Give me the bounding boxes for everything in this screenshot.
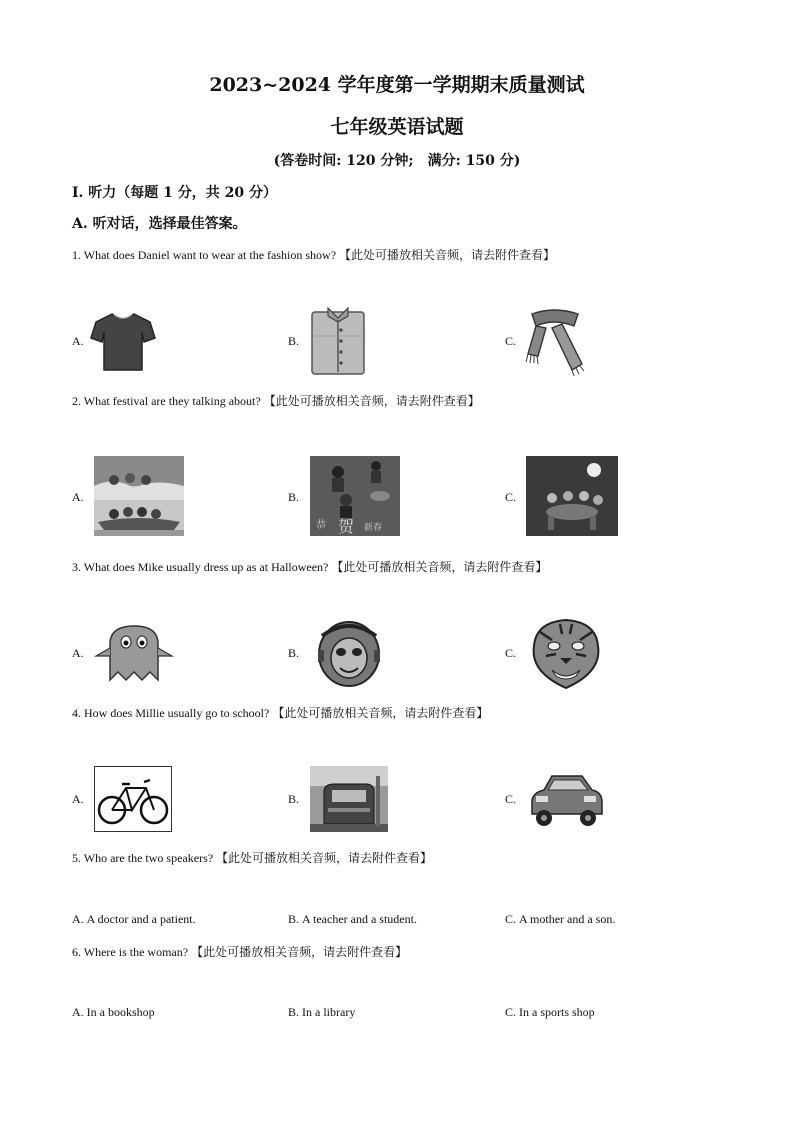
q5-option-c — [505, 912, 615, 927]
q1-option-a-label: A. — [72, 334, 84, 348]
shirt-icon — [308, 306, 368, 376]
dragon-boat-festival-picture — [94, 456, 184, 536]
q6-option-b-text: In a library — [302, 1005, 356, 1019]
svg-text:恭: 恭 — [316, 520, 326, 531]
ghost-icon — [94, 622, 174, 686]
q6-option-c-text: In a sports shop — [519, 1005, 595, 1019]
q6-option-a-label: A. — [72, 1005, 84, 1019]
scarf-icon — [522, 306, 588, 376]
q3-option-c-label: C. — [505, 646, 517, 660]
monkey-mask-icon — [314, 616, 384, 688]
q6-option-c-label: C. — [505, 1005, 517, 1019]
exam-subtitle: 七年级英语试题 — [330, 116, 464, 138]
exam-title: 2023~2024 学年度第一学期期末质量测试 — [209, 74, 585, 96]
svg-text:新春: 新春 — [364, 523, 383, 533]
question-1: 1. What does Daniel want to wear at the fashion show? 【此处可播放相关音频，请去附件查看】 — [72, 248, 556, 262]
section-heading: Ⅰ. 听力（每题 1 分，共 20 分） — [72, 185, 278, 201]
question-2: 2. What festival are they talking about? 【此处可播放相关音频，请去附件查看】 — [72, 394, 480, 408]
q4-option-c-label: C. — [505, 792, 517, 806]
q1-option-b-label: B. — [288, 334, 300, 348]
q3-option-a-label: A. — [72, 646, 84, 660]
t-shirt-icon — [90, 310, 156, 372]
q5-option-a-text: A doctor and a patient. — [86, 912, 196, 926]
q2-option-c-label: C. — [505, 490, 517, 504]
question-3: 3. What does Mike usually dress up as at Halloween? 【此处可播放相关音频，请去附件查看】 — [72, 560, 548, 574]
q5-option-c-label: C. — [505, 912, 517, 926]
question-5: 5. Who are the two speakers? 【此处可播放相关音频，请去附件查看】 — [72, 851, 433, 865]
q2-option-b-label: B. — [288, 490, 300, 504]
q6-option-a — [72, 1005, 155, 1020]
question-6: 6. Where is the woman? 【此处可播放相关音频，请去附件查看】 — [72, 945, 408, 959]
q6-option-b — [288, 1005, 355, 1020]
q6-option-c — [505, 1005, 595, 1020]
spring-festival-picture — [310, 456, 400, 536]
q6-option-b-label: B. — [288, 1005, 300, 1019]
q2-option-a-label: A. — [72, 490, 84, 504]
tiger-mask-icon — [526, 616, 606, 690]
question-4: 4. How does Millie usually go to school? 【此处可播放相关音频，请去附件查看】 — [72, 706, 489, 720]
q5-option-b — [288, 912, 417, 927]
part-a-heading: A. 听对话，选择最佳答案。 — [72, 216, 247, 232]
car-icon — [526, 766, 606, 834]
train-icon — [310, 766, 388, 832]
q6-option-a-text: In a bookshop — [86, 1005, 155, 1019]
exam-info: (答卷时间: 120 分钟; 满分: 150 分) — [273, 153, 521, 169]
q5-option-c-text: A mother and a son. — [519, 912, 616, 926]
q4-option-a-label: A. — [72, 792, 84, 806]
mid-autumn-festival-picture — [526, 456, 618, 536]
q5-option-b-text: A teacher and a student. — [302, 912, 417, 926]
q4-option-b-label: B. — [288, 792, 300, 806]
q3-option-b-label: B. — [288, 646, 300, 660]
q5-option-b-label: B. — [288, 912, 300, 926]
q5-option-a — [72, 912, 196, 927]
svg-text:贺: 贺 — [338, 517, 355, 536]
bicycle-icon — [94, 766, 172, 832]
q1-option-c-label: C. — [505, 334, 517, 348]
q5-option-a-label: A. — [72, 912, 84, 926]
